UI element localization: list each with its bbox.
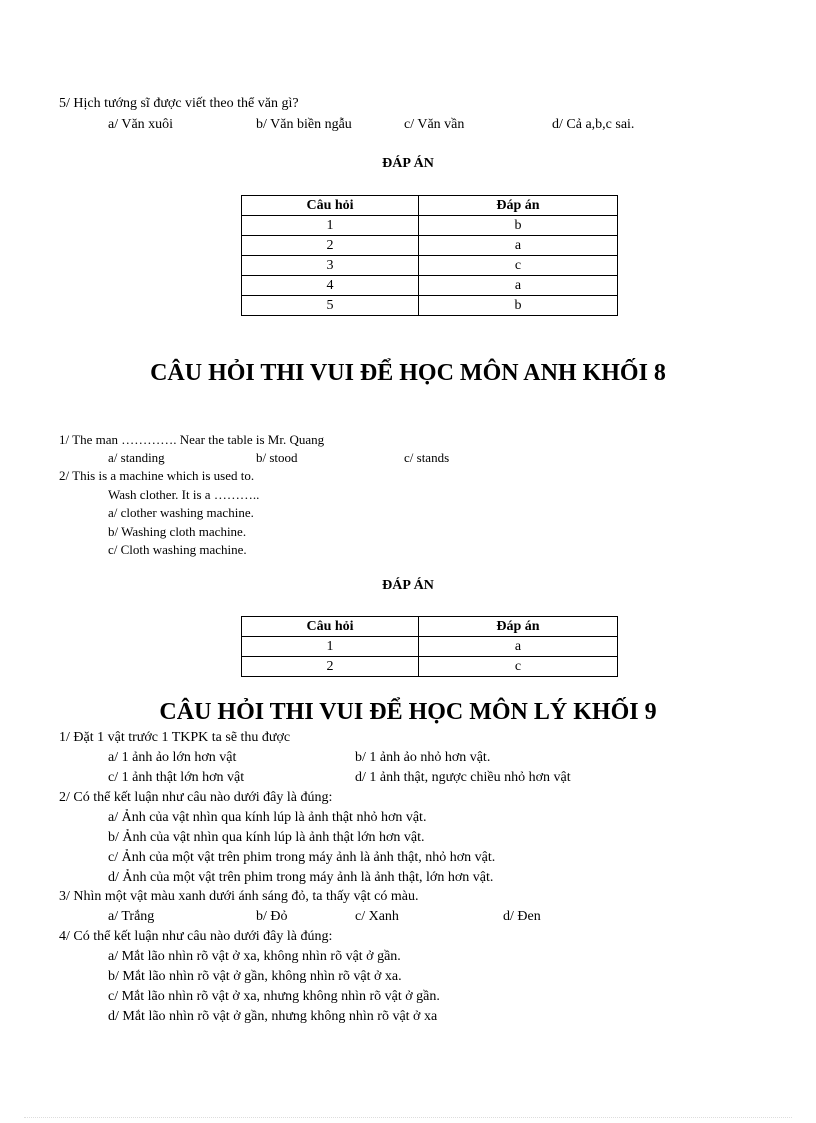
option-b: b/ Mắt lão nhìn rõ vật ở gần, không nhìn rõ vật ở xa. [108, 969, 402, 984]
option-b: b/ stood [256, 450, 298, 465]
table-row [242, 276, 618, 296]
option-b: b/ Ảnh của vật nhìn qua kính lúp là ảnh thật lớn hơn vật. [108, 830, 425, 845]
option-a: a/ 1 ảnh ảo lớn hơn vật [108, 750, 237, 765]
option-d: d/ Ảnh của một vật trên phim trong máy ảnh là ảnh thật, lớn hơn vật. [108, 870, 494, 885]
table-cell: b [419, 296, 618, 316]
table-cell: a [419, 276, 618, 296]
table-cell: c [419, 657, 618, 677]
table-cell: 5 [242, 296, 419, 316]
question-3: 3/ Nhìn một vật màu xanh dưới ánh sáng đỏ, ta thấy vật có màu. [59, 889, 419, 904]
question-1: 1/ The man …………. Near the table is Mr. Quang [59, 432, 325, 447]
table-header-row [242, 196, 618, 216]
option-a: a/ Trắng [108, 909, 155, 924]
option-d: d/ Mắt lão nhìn rõ vật ở gần, nhưng không nhìn rõ vật ở xa [108, 1009, 438, 1024]
question-2-continuation: Wash clother. It is a ……….. [108, 487, 260, 502]
option-a: a/ Ảnh của vật nhìn qua kính lúp là ảnh thật nhỏ hơn vật. [108, 810, 427, 825]
table-cell: 1 [242, 216, 419, 236]
table-row [242, 216, 618, 236]
option-c: c/ Xanh [355, 909, 399, 924]
question-4: 4/ Có thể kết luận như câu nào dưới đây là đúng: [59, 929, 333, 944]
page-bottom-rule [24, 1117, 792, 1118]
option-b: b/ 1 ảnh ảo nhỏ hơn vật. [355, 750, 491, 765]
option-a: a/ Mắt lão nhìn rõ vật ở xa, không nhìn rõ vật ở gần. [108, 949, 401, 964]
question-2: 2/ This is a machine which is used to. [59, 468, 255, 483]
table-cell: a [419, 236, 618, 256]
option-c: c/ Ảnh của một vật trên phim trong máy ảnh là ảnh thật, nhỏ hơn vật. [108, 850, 496, 865]
answer-table [241, 616, 618, 677]
option-d: d/ 1 ảnh thật, ngược chiều nhỏ hơn vật [355, 770, 571, 785]
table-cell: b [419, 216, 618, 236]
table-row [242, 657, 618, 677]
option-a: a/ standing [108, 450, 165, 465]
option-b: b/ Washing cloth machine. [108, 524, 247, 539]
table-row [242, 256, 618, 276]
column-header: Câu hỏi [242, 617, 419, 637]
option-a: a/ clother washing machine. [108, 505, 254, 520]
option-d: d/ Đen [503, 909, 541, 924]
table-cell: c [419, 256, 618, 276]
table-row [242, 637, 618, 657]
option-d: d/ Cả a,b,c sai. [552, 117, 635, 132]
question-5: 5/ Hịch tướng sĩ được viết theo thể văn gì? [59, 96, 299, 111]
column-header: Đáp án [419, 196, 618, 216]
option-c: c/ stands [404, 450, 450, 465]
table-row [242, 236, 618, 256]
table-cell: 2 [242, 236, 419, 256]
option-a: a/ Văn xuôi [108, 117, 174, 132]
option-c: c/ Cloth washing machine. [108, 542, 247, 557]
option-b: b/ Văn biền ngẫu [256, 117, 352, 132]
table-header-row [242, 617, 618, 637]
option-b: b/ Đỏ [256, 909, 288, 924]
answer-table [241, 195, 618, 316]
answer-heading: ĐÁP ÁN [382, 156, 434, 171]
table-cell: 2 [242, 657, 419, 677]
option-c: c/ 1 ảnh thật lớn hơn vật [108, 770, 245, 785]
question-2: 2/ Có thể kết luận như câu nào dưới đây là đúng: [59, 790, 333, 805]
table-cell: 3 [242, 256, 419, 276]
table-row [242, 296, 618, 316]
table-cell: a [419, 637, 618, 657]
question-1: 1/ Đặt 1 vật trước 1 TKPK ta sẽ thu được [59, 730, 291, 745]
answer-heading: ĐÁP ÁN [382, 578, 434, 593]
option-c: c/ Văn vần [404, 117, 465, 132]
option-c: c/ Mắt lão nhìn rõ vật ở xa, nhưng không nhìn rõ vật ở gần. [108, 989, 440, 1004]
table-cell: 1 [242, 637, 419, 657]
section-title-physics: CÂU HỎI THI VUI ĐỂ HỌC MÔN LÝ KHỐI 9 [159, 699, 657, 725]
column-header: Đáp án [419, 617, 618, 637]
column-header: Câu hỏi [242, 196, 419, 216]
table-cell: 4 [242, 276, 419, 296]
section-title-english: CÂU HỎI THI VUI ĐỂ HỌC MÔN ANH KHỐI 8 [150, 360, 666, 386]
